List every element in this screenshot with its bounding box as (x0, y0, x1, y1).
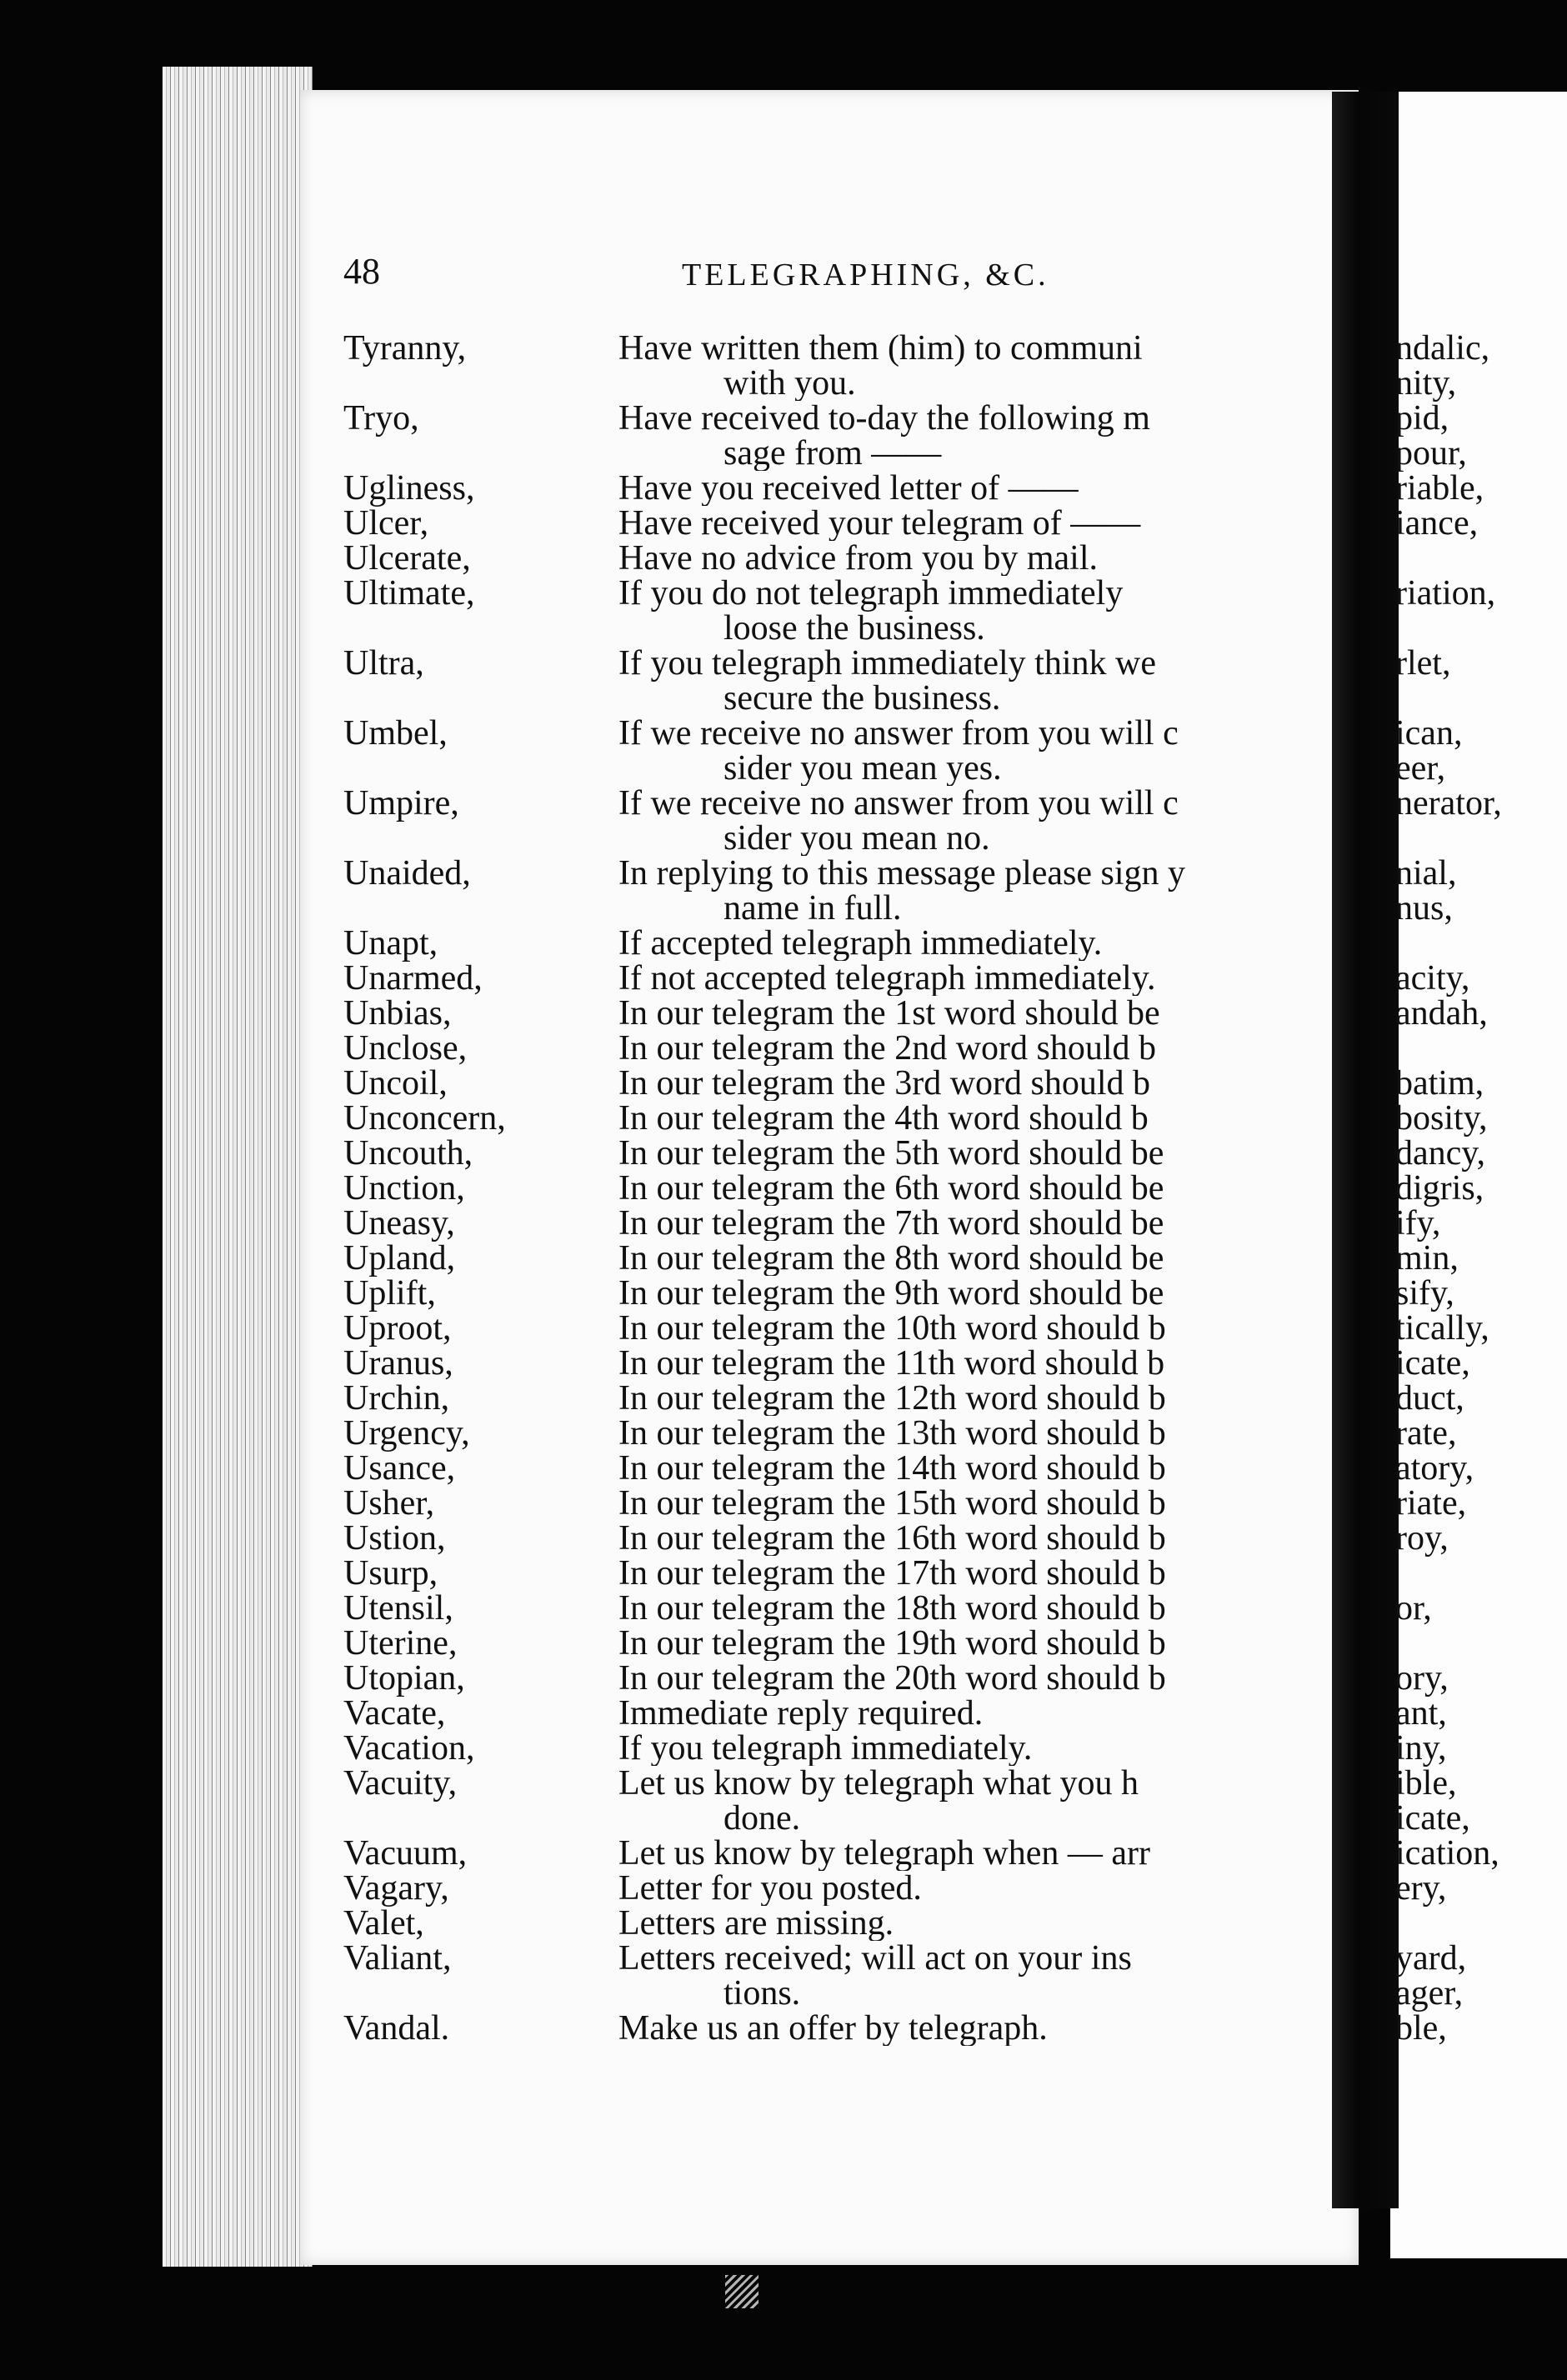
code-meaning (618, 541, 1332, 576)
meaning-line: In our telegram the 10th word should b (618, 1311, 1166, 1346)
code-word: Ulcer, (343, 504, 429, 542)
facing-word-fragment: or, (1395, 1589, 1432, 1628)
code-row (343, 1171, 1332, 1206)
facing-word-fragment: icate, (1395, 1344, 1470, 1382)
code-meaning (618, 1066, 1332, 1101)
meaning-line: Have no advice from you by mail. (618, 541, 1098, 576)
facing-word-fragment: ery, (1395, 1869, 1447, 1908)
code-row (343, 926, 1332, 961)
meaning-line: In our telegram the 3rd word should b (618, 1066, 1151, 1101)
code-meaning (618, 1206, 1332, 1241)
meaning-line: Letters are missing. (618, 1906, 894, 1941)
code-row (343, 1136, 1332, 1171)
code-row (343, 1696, 1332, 1731)
facing-word-fragment: eer, (1395, 749, 1446, 788)
code-row (343, 1031, 1332, 1066)
code-row (343, 1626, 1332, 1661)
code-word: Ultimate, (343, 574, 475, 612)
code-meaning (618, 646, 1332, 716)
meaning-line: Make us an offer by telegraph. (618, 2011, 1048, 2046)
code-meaning (618, 1626, 1332, 1661)
code-meaning (618, 1521, 1332, 1556)
code-row (343, 1311, 1332, 1346)
code-meaning (618, 926, 1332, 961)
code-word: Uncouth, (343, 1134, 473, 1172)
meaning-continuation: sider you mean yes. (723, 749, 1002, 786)
meaning-line: In our telegram the 7th word should be (618, 1206, 1164, 1241)
facing-word-fragment: nity, (1395, 364, 1457, 402)
facing-word-fragment: iny, (1395, 1729, 1447, 1768)
meaning-continuation: sider you mean no. (723, 819, 990, 856)
code-meaning (618, 1731, 1332, 1766)
code-meaning (618, 331, 1332, 401)
code-word: Vacuity, (343, 1764, 458, 1802)
code-meaning (618, 1661, 1332, 1696)
code-row (343, 1871, 1332, 1906)
facing-page-column (1390, 331, 1567, 2081)
code-meaning (618, 786, 1332, 856)
facing-word-fragment: ble, (1395, 2009, 1447, 2048)
facing-word-fragment: pid, (1395, 399, 1449, 438)
facing-word-fragment: ory, (1395, 1659, 1449, 1698)
meaning-line: Let us know by telegraph what you h (618, 1766, 1139, 1802)
meaning-line: In our telegram the 14th word should b (618, 1451, 1166, 1486)
facing-word-fragment: iance, (1395, 504, 1479, 542)
facing-word-fragment: ible, (1395, 1764, 1457, 1802)
code-word: Vacation, (343, 1729, 475, 1768)
code-meaning (618, 1451, 1332, 1486)
facing-word-fragment: duct, (1395, 1379, 1464, 1418)
code-meaning (618, 1871, 1332, 1906)
code-word: Unbias, (343, 994, 452, 1032)
meaning-line: In our telegram the 9th word should be (618, 1276, 1164, 1311)
code-row (343, 541, 1332, 576)
meaning-line: If we receive no answer from you will c (618, 716, 1179, 752)
code-meaning (618, 506, 1332, 541)
facing-word-fragment: acity, (1395, 959, 1470, 998)
meaning-line: Letters received; will act on your ins (618, 1941, 1132, 1978)
code-word: Uncoil, (343, 1064, 448, 1102)
code-row (343, 1521, 1332, 1556)
code-word: Ulcerate, (343, 539, 471, 578)
code-meaning (618, 1311, 1332, 1346)
facing-word-fragment: roy, (1395, 1519, 1449, 1558)
meaning-line: Immediate reply required. (618, 1696, 984, 1731)
code-row (343, 1451, 1332, 1486)
code-row (343, 1276, 1332, 1311)
meaning-line: In our telegram the 16th word should b (618, 1521, 1166, 1556)
code-row (343, 1906, 1332, 1941)
facing-word-fragment: rate, (1395, 1414, 1457, 1452)
meaning-line: In our telegram the 8th word should be (618, 1241, 1164, 1276)
code-word: Tyranny, (343, 331, 467, 368)
code-word: Urchin, (343, 1379, 450, 1418)
code-word: Unction, (343, 1169, 465, 1208)
code-row (343, 1346, 1332, 1381)
code-row (343, 2011, 1332, 2046)
code-word: Unapt, (343, 924, 438, 962)
code-meaning (618, 1416, 1332, 1451)
code-word: Uplift, (343, 1274, 436, 1312)
code-word: Umpire, (343, 784, 459, 822)
code-word: Usurp, (343, 1554, 438, 1592)
facing-word-fragment: riable, (1395, 469, 1484, 508)
meaning-continuation: loose the business. (723, 609, 985, 646)
page-title: TELEGRAPHING, &C. (682, 258, 1049, 292)
facing-word-fragment: nerator, (1395, 784, 1502, 822)
code-word: Ugliness, (343, 469, 475, 508)
code-row (343, 961, 1332, 996)
scan-smudge (725, 2275, 758, 2308)
code-meaning (618, 1241, 1332, 1276)
code-word: Unarmed, (343, 959, 483, 998)
code-word: Vagary, (343, 1869, 449, 1908)
code-row (343, 1101, 1332, 1136)
facing-word-fragment: ndalic, (1395, 331, 1490, 368)
code-word: Upland, (343, 1239, 456, 1278)
code-row (343, 1836, 1332, 1871)
code-word: Uneasy, (343, 1204, 455, 1242)
code-meaning (618, 1941, 1332, 2011)
code-word: Vacate, (343, 1694, 446, 1732)
meaning-line: In our telegram the 13th word should b (618, 1416, 1166, 1451)
meaning-line: If you telegraph immediately think we (618, 646, 1156, 682)
facing-word-fragment: ant, (1395, 1694, 1447, 1732)
code-word: Uterine, (343, 1624, 458, 1662)
meaning-line: If we receive no answer from you will c (618, 786, 1179, 822)
facing-word-fragment: bosity, (1395, 1099, 1488, 1138)
code-meaning (618, 961, 1332, 996)
meaning-continuation: name in full. (723, 889, 902, 926)
code-row (343, 1556, 1332, 1591)
meaning-line: Letter for you posted. (618, 1871, 922, 1906)
facing-word-fragment: rlet, (1395, 644, 1451, 682)
facing-word-fragment: yard, (1395, 1939, 1467, 1978)
meaning-continuation: sage from —— (723, 434, 942, 471)
code-row (343, 1661, 1332, 1696)
code-meaning (618, 1346, 1332, 1381)
meaning-continuation: secure the business. (723, 679, 1001, 716)
code-word: Ustion, (343, 1519, 446, 1558)
code-meaning (618, 1486, 1332, 1521)
code-word: Ultra, (343, 644, 424, 682)
code-row (343, 576, 1332, 646)
code-word: Umbel, (343, 714, 448, 752)
code-row (343, 1941, 1332, 2011)
page-number: 48 (343, 251, 380, 292)
code-meaning (618, 1031, 1332, 1066)
code-meaning (618, 1696, 1332, 1731)
facing-word-fragment: digris, (1395, 1169, 1484, 1208)
code-word: Unclose, (343, 1029, 468, 1068)
code-row (343, 1206, 1332, 1241)
code-word: Usher, (343, 1484, 435, 1522)
code-meaning (618, 1101, 1332, 1136)
meaning-line: In our telegram the 2nd word should b (618, 1031, 1157, 1066)
code-meaning (618, 996, 1332, 1031)
meaning-line: In our telegram the 5th word should be (618, 1136, 1164, 1171)
code-row (343, 1591, 1332, 1626)
facing-word-fragment: ican, (1395, 714, 1463, 752)
facing-word-fragment: ify, (1395, 1204, 1441, 1242)
facing-word-fragment: riation, (1395, 574, 1496, 612)
code-row (343, 1731, 1332, 1766)
code-meaning (618, 1171, 1332, 1206)
code-word: Uranus, (343, 1344, 453, 1382)
code-word: Usance, (343, 1449, 456, 1488)
code-word: Utopian, (343, 1659, 465, 1698)
code-word: Valet, (343, 1904, 424, 1942)
code-row (343, 1486, 1332, 1521)
code-row (343, 1416, 1332, 1451)
code-meaning (618, 1276, 1332, 1311)
code-row (343, 716, 1332, 786)
facing-word-fragment: pour, (1395, 434, 1467, 472)
facing-word-fragment: ager, (1395, 1974, 1464, 2012)
meaning-line: In our telegram the 1st word should be (618, 996, 1160, 1031)
facing-word-fragment: nus, (1395, 889, 1453, 928)
book-gutter (1332, 92, 1399, 2208)
code-word: Vandal. (343, 2009, 450, 2046)
facing-word-fragment: atory, (1395, 1449, 1474, 1488)
meaning-line: In our telegram the 18th word should b (618, 1591, 1166, 1626)
code-meaning (618, 1766, 1332, 1836)
code-row (343, 646, 1332, 716)
code-meaning (618, 1906, 1332, 1941)
facing-word-fragment: ication, (1395, 1834, 1499, 1872)
meaning-line: Have received your telegram of —— (618, 506, 1141, 541)
code-word: Valiant, (343, 1939, 452, 1978)
code-meaning (618, 1836, 1332, 1871)
code-word: Uproot, (343, 1309, 452, 1348)
code-meaning (618, 856, 1332, 926)
page-edges (163, 67, 313, 2267)
meaning-line: In our telegram the 19th word should b (618, 1626, 1166, 1661)
meaning-line: In our telegram the 11th word should b (618, 1346, 1165, 1381)
facing-word-fragment: min, (1395, 1239, 1459, 1278)
code-row (343, 1766, 1332, 1836)
meaning-continuation: with you. (723, 364, 856, 401)
code-row (343, 401, 1332, 471)
meaning-line: In our telegram the 6th word should be (618, 1171, 1164, 1206)
facing-word-fragment: riate, (1395, 1484, 1467, 1522)
facing-word-fragment: dancy, (1395, 1134, 1486, 1172)
code-meaning (618, 576, 1332, 646)
code-meaning (618, 1136, 1332, 1171)
code-row (343, 1381, 1332, 1416)
code-word: Utensil, (343, 1589, 453, 1628)
meaning-continuation: tions. (723, 1974, 801, 2011)
code-word: Urgency, (343, 1414, 470, 1452)
code-meaning (618, 401, 1332, 471)
code-word: Unconcern, (343, 1099, 506, 1138)
code-row (343, 856, 1332, 926)
code-row (343, 506, 1332, 541)
code-meaning (618, 2011, 1332, 2046)
meaning-continuation: done. (723, 1799, 801, 1836)
code-row (343, 1066, 1332, 1101)
meaning-line: If you do not telegraph immediately (618, 576, 1124, 612)
code-row (343, 1241, 1332, 1276)
meaning-line: If you telegraph immediately. (618, 1731, 1033, 1766)
facing-word-fragment: sify, (1395, 1274, 1454, 1312)
meaning-line: Let us know by telegraph when — arr (618, 1836, 1150, 1871)
meaning-line: Have written them (him) to communi (618, 331, 1143, 368)
meaning-line: In our telegram the 12th word should b (618, 1381, 1166, 1416)
meaning-line: In our telegram the 17th word should b (618, 1556, 1166, 1591)
code-word: Unaided, (343, 854, 471, 892)
facing-word-fragment: andah, (1395, 994, 1488, 1032)
code-row (343, 996, 1332, 1031)
meaning-line: In replying to this message please sign y (618, 856, 1186, 892)
meaning-line: In our telegram the 20th word should b (618, 1661, 1166, 1696)
code-meaning (618, 1591, 1332, 1626)
meaning-line: If not accepted telegraph immediately. (618, 961, 1156, 996)
facing-word-fragment: batim, (1395, 1064, 1484, 1102)
code-meaning (618, 471, 1332, 506)
code-row (343, 471, 1332, 506)
facing-word-fragment: tically, (1395, 1309, 1489, 1348)
code-word: Tryo, (343, 399, 419, 438)
code-row (343, 786, 1332, 856)
code-meaning (618, 1381, 1332, 1416)
running-header (0, 250, 1332, 300)
meaning-line: In our telegram the 4th word should b (618, 1101, 1149, 1136)
facing-word-fragment: icate, (1395, 1799, 1470, 1838)
code-meaning (618, 716, 1332, 786)
code-word-list (343, 331, 1332, 2046)
code-row (343, 331, 1332, 401)
code-meaning (618, 1556, 1332, 1591)
facing-word-fragment: nial, (1395, 854, 1457, 892)
meaning-line: Have received to-day the following m (618, 401, 1150, 438)
meaning-line: If accepted telegraph immediately. (618, 926, 1103, 961)
code-word: Vacuum, (343, 1834, 468, 1872)
meaning-line: Have you received letter of —— (618, 471, 1079, 506)
meaning-line: In our telegram the 15th word should b (618, 1486, 1166, 1521)
